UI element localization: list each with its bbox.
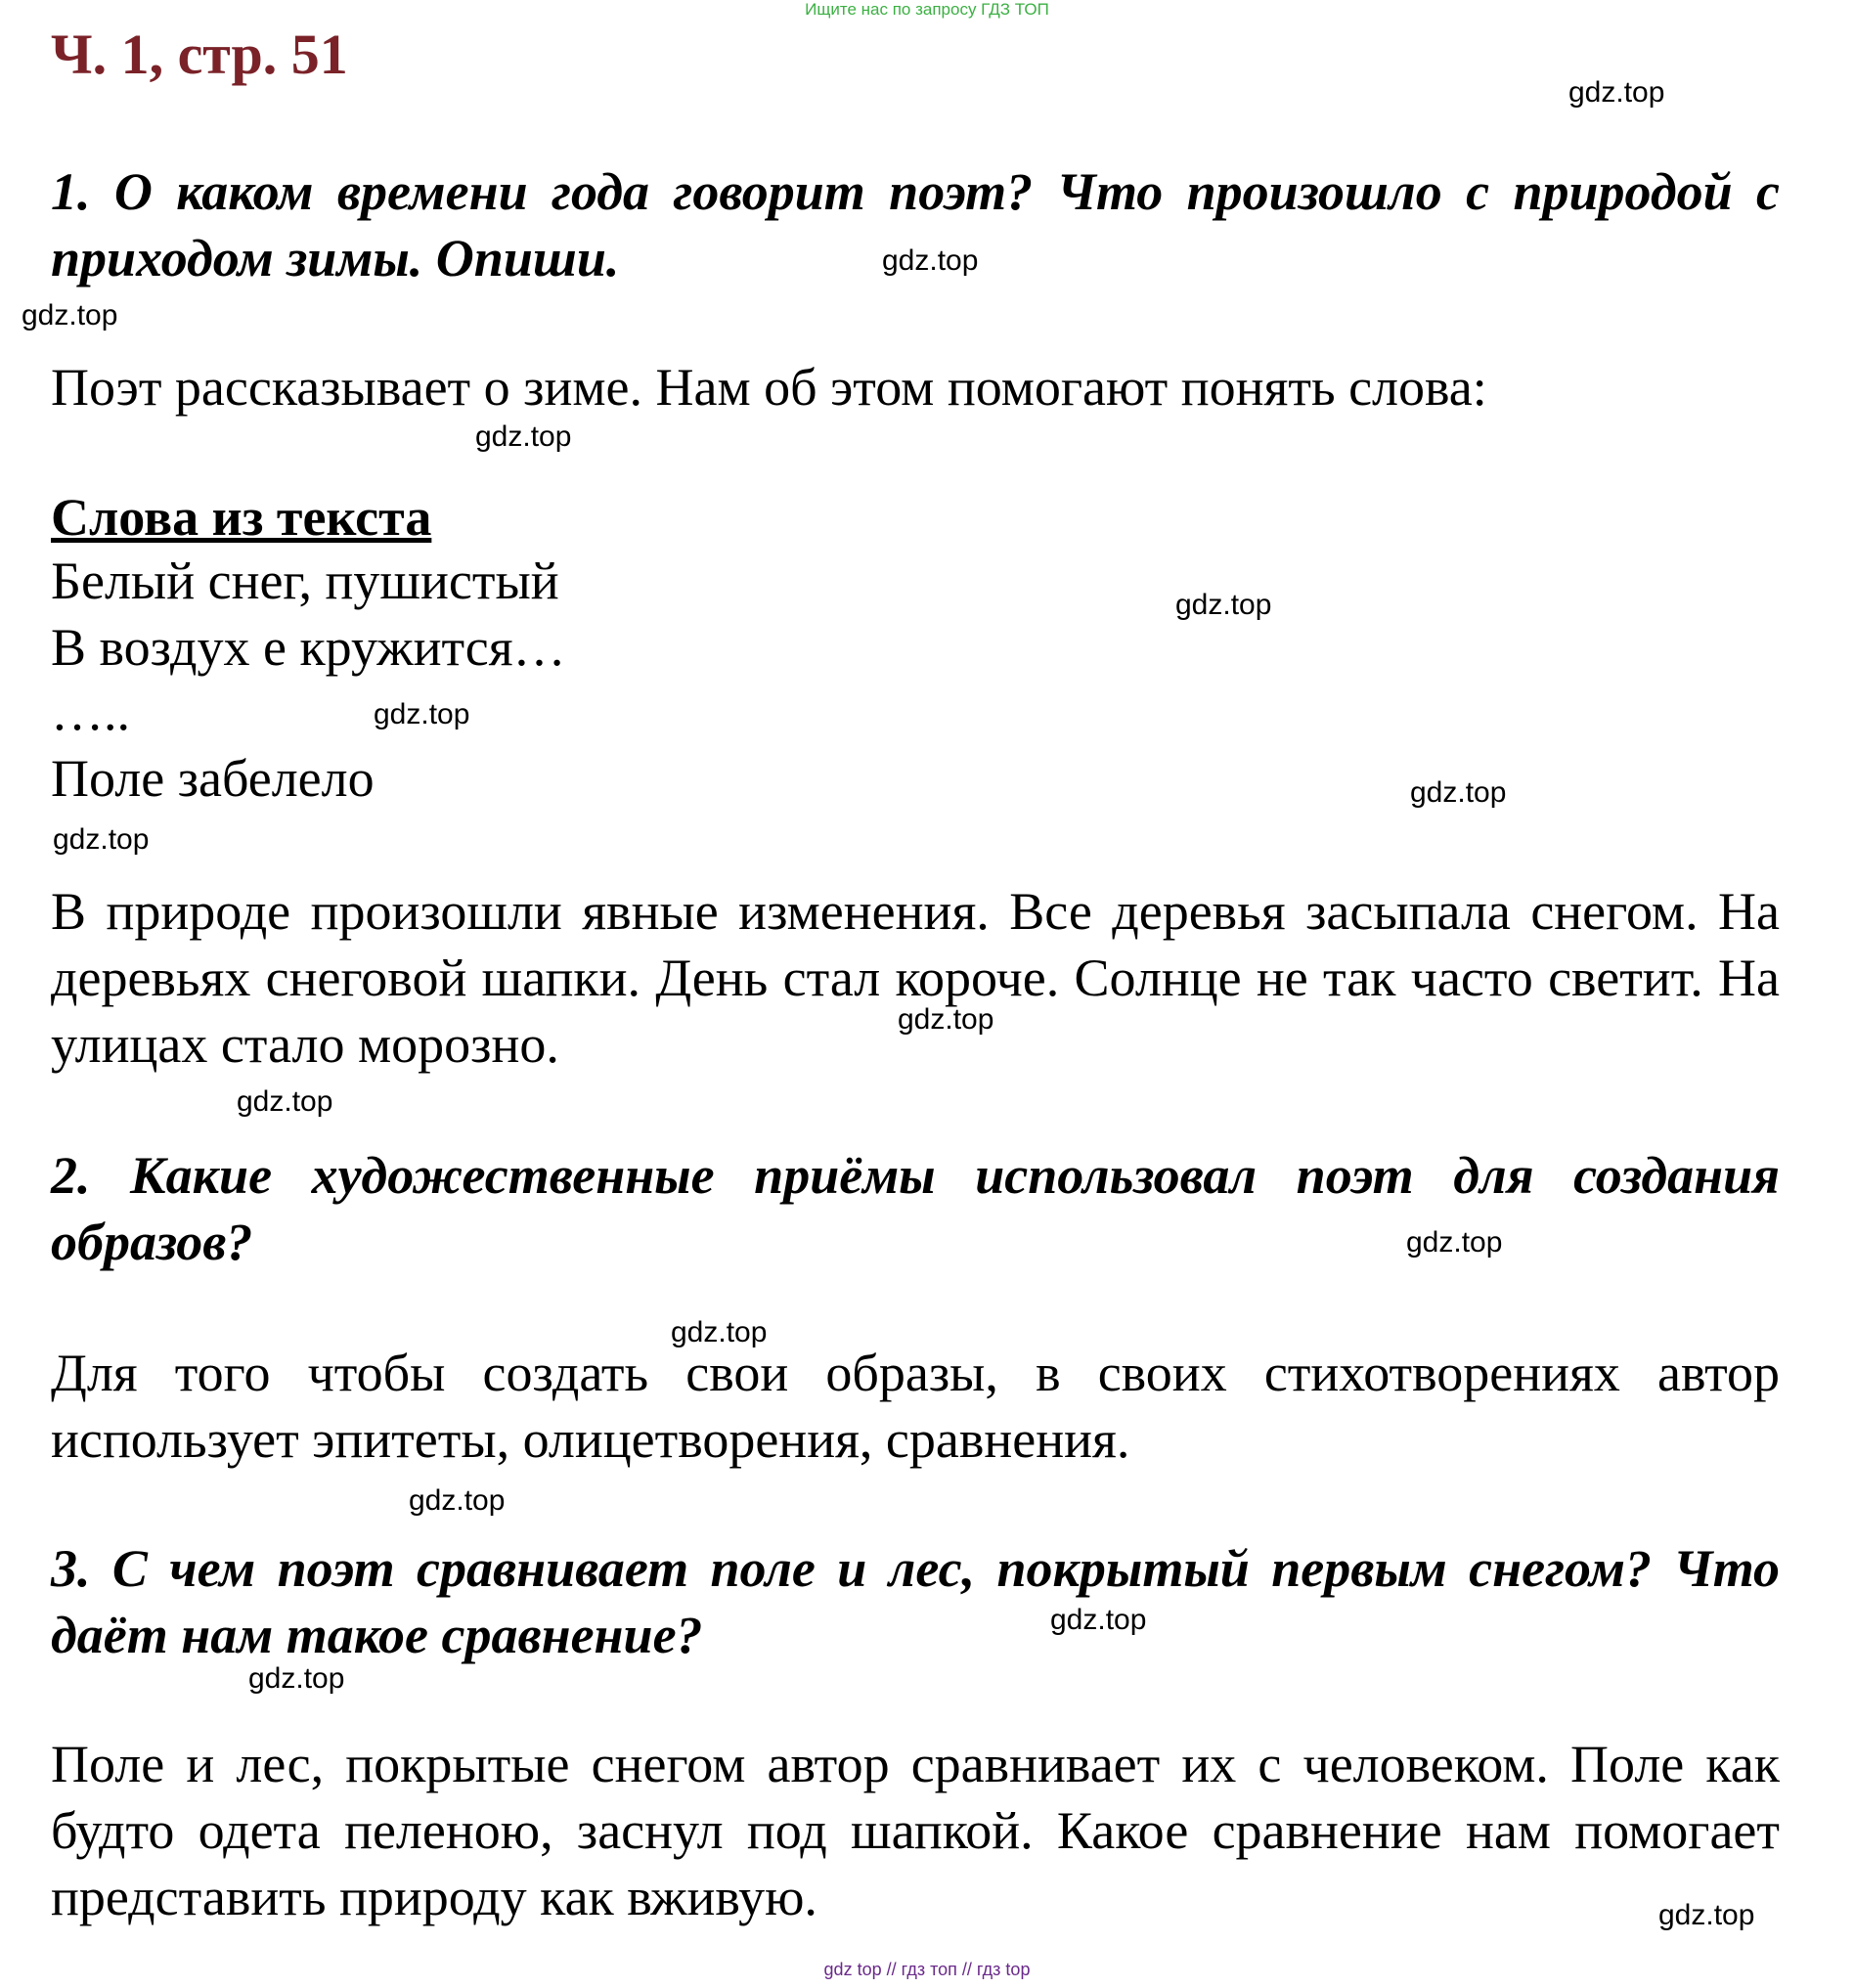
watermark: gdz.top: [374, 698, 470, 730]
search-banner: Ищите нас по запросу ГДЗ ТОП: [805, 0, 1049, 19]
words-line-2: В воздух е кружится…: [51, 618, 566, 677]
footer-links: gdz top // гдз топ // гдз top: [823, 1960, 1031, 1979]
words-line-4: Поле забелело: [51, 749, 375, 808]
watermark: gdz.top: [898, 1003, 994, 1036]
watermark: gdz.top: [409, 1484, 506, 1517]
watermark: gdz.top: [1568, 76, 1665, 109]
watermark: gdz.top: [237, 1085, 333, 1118]
watermark: gdz.top: [1658, 1899, 1755, 1931]
watermark: gdz.top: [475, 420, 572, 453]
watermark: gdz.top: [1410, 776, 1507, 809]
page-title: Ч. 1, стр. 51: [51, 22, 348, 86]
question-1: 1. О каком времени года говорит поэт? Что произошло с природой с приходом зимы. Опиши.: [51, 162, 1780, 287]
watermark: gdz.top: [1050, 1604, 1147, 1636]
watermark: gdz.top: [248, 1662, 345, 1695]
question-3: 3. С чем поэт сравнивает поле и лес, покрытый первым снегом? Что даёт нам такое сравнение?: [51, 1539, 1780, 1664]
watermark: gdz.top: [1175, 589, 1272, 621]
answer-3: Поле и лес, покрытые снегом автор сравнивает их с человеком. Поле как будто одета пеленою, заснул под шапкой. Какое сравнение нам помогает представить природу как вживую.: [51, 1735, 1780, 1926]
watermark: gdz.top: [671, 1316, 768, 1348]
words-line-1: Белый снег, пушистый: [51, 552, 559, 610]
watermark: gdz.top: [53, 823, 150, 856]
words-line-3: …..: [51, 683, 130, 741]
watermark: gdz.top: [882, 244, 979, 277]
watermark: gdz.top: [22, 299, 118, 331]
answer-1: В природе произошли явные изменения. Все деревья засыпала снегом. На деревьях снеговой шапки. День стал короче. Солнце не так часто светит. На улицах стало морозно.: [51, 882, 1780, 1074]
words-heading: Слова из текста: [51, 488, 432, 547]
watermark: gdz.top: [1406, 1226, 1503, 1259]
answer-1-intro: Поэт рассказывает о зиме. Нам об этом помогают понять слова:: [51, 358, 1487, 417]
question-2: 2. Какие художественные приёмы использовал поэт для создания образов?: [51, 1146, 1780, 1271]
answer-2: Для того чтобы создать свои образы, в своих стихотворениях автор использует эпитеты, олицетворения, сравнения.: [51, 1344, 1780, 1469]
